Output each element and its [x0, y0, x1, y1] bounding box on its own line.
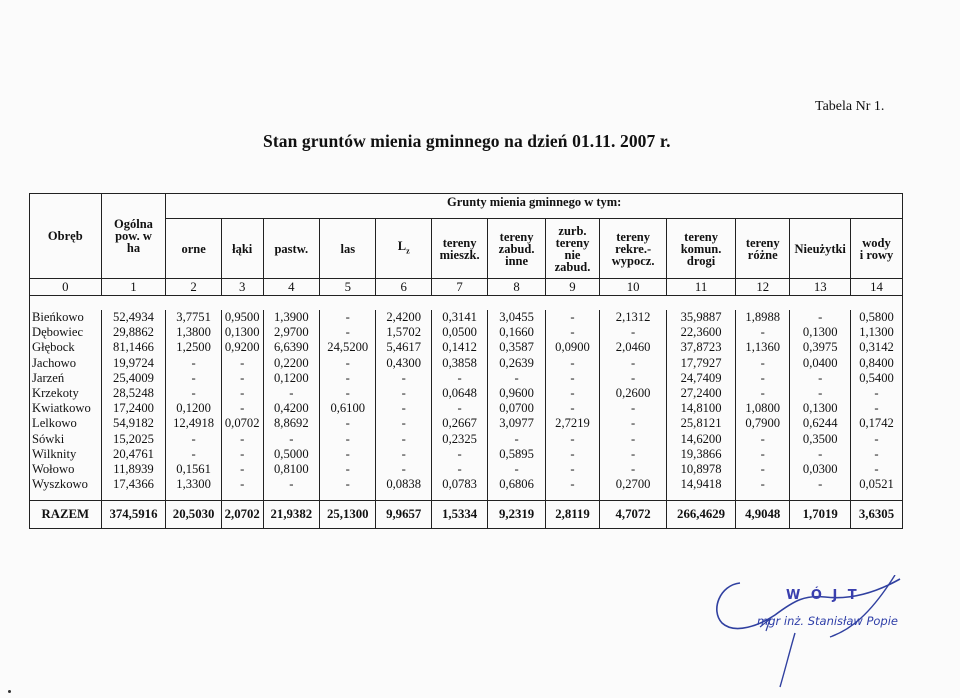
row-name: Lelkowo	[32, 416, 77, 431]
cell-value: -	[263, 432, 319, 447]
cell-value: 3,0455	[488, 310, 545, 325]
column-number: 4	[263, 279, 319, 296]
cell-value: -	[431, 371, 487, 386]
cell-value: 2,7219	[545, 416, 599, 431]
cell-value: 28,5248	[101, 386, 166, 401]
header-col-6: $L_z$	[376, 219, 431, 279]
cell-value: 0,5895	[488, 447, 545, 462]
cell-value: 10,8978	[667, 462, 736, 477]
cell-value: 11,8939	[101, 462, 166, 477]
cell-value: 81,1466	[101, 340, 166, 355]
row-name: Wilknity	[32, 446, 77, 461]
row-name: Jarzeń	[32, 370, 65, 385]
header-col-7: tereny mieszk.	[431, 219, 487, 279]
table-row	[30, 477, 902, 492]
cell-value: -	[221, 401, 263, 416]
cell-value: 25,4009	[101, 371, 166, 386]
total-value: 374,5916	[101, 501, 166, 529]
cell-value: -	[600, 356, 667, 371]
stamp-wojt: W Ó J T	[786, 588, 860, 603]
cell-value: -	[221, 477, 263, 492]
table-number-label: Tabela Nr 1.	[815, 99, 885, 114]
header-col-2: orne	[166, 219, 221, 279]
cell-value: -	[851, 401, 902, 416]
cell-value: -	[600, 447, 667, 462]
cell-value: 0,3141	[431, 310, 487, 325]
column-number: 9	[545, 279, 599, 296]
cell-value: 14,6200	[667, 432, 736, 447]
row-name: Wyszkowo	[32, 477, 88, 492]
cell-value: -	[166, 371, 221, 386]
cell-value: -	[376, 386, 431, 401]
table-row	[30, 356, 902, 371]
cell-value: 0,3858	[431, 356, 487, 371]
header-col-5: las	[320, 219, 376, 279]
cell-value: 20,4761	[101, 447, 166, 462]
cell-value: 1,2500	[166, 340, 221, 355]
column-number: 5	[320, 279, 376, 296]
cell-value: -	[320, 386, 376, 401]
cell-value: 0,8400	[851, 356, 902, 371]
header-col-11: tereny komun. drogi	[667, 219, 736, 279]
column-number: 12	[736, 279, 790, 296]
column-number: 1	[101, 279, 166, 296]
cell-value: 2,4200	[376, 310, 431, 325]
total-value: 3,6305	[851, 501, 902, 529]
cell-value: 12,4918	[166, 416, 221, 431]
cell-value: -	[736, 462, 790, 477]
cell-value: 0,1660	[488, 325, 545, 340]
total-value: 1,5334	[431, 501, 487, 529]
cell-value: 52,4934	[101, 310, 166, 325]
cell-value: -	[166, 447, 221, 462]
cell-value: -	[320, 462, 376, 477]
cell-value: 27,2400	[667, 386, 736, 401]
cell-value: 5,4617	[376, 340, 431, 355]
header-col-4: pastw.	[263, 219, 319, 279]
total-row	[30, 501, 902, 529]
total-value: 20,5030	[166, 501, 221, 529]
column-number: 2	[166, 279, 221, 296]
cell-value: 2,0460	[600, 340, 667, 355]
cell-value: -	[320, 356, 376, 371]
cell-value: 0,1742	[851, 416, 902, 431]
cell-value: -	[600, 401, 667, 416]
cell-value: -	[320, 477, 376, 492]
cell-value: 0,1200	[166, 401, 221, 416]
header-col-13: Nieużytki	[790, 219, 851, 279]
scan-dot	[8, 690, 11, 693]
cell-value: 19,3866	[667, 447, 736, 462]
cell-value: 0,1200	[263, 371, 319, 386]
cell-value: 0,8100	[263, 462, 319, 477]
page-title: Stan gruntów mienia gminnego na dzień 01.11. 2007 r.	[263, 131, 671, 151]
cell-value: -	[545, 447, 599, 462]
cell-value: -	[376, 432, 431, 447]
cell-value: 35,9887	[667, 310, 736, 325]
cell-value: 19,9724	[101, 356, 166, 371]
cell-value: 17,7927	[667, 356, 736, 371]
cell-value: 0,0702	[221, 416, 263, 431]
cell-value: -	[431, 447, 487, 462]
cell-value: -	[376, 416, 431, 431]
cell-value: -	[851, 432, 902, 447]
cell-value: -	[736, 447, 790, 462]
cell-value: 2,1312	[600, 310, 667, 325]
header-obreb: Obręb	[47, 229, 83, 243]
cell-value: -	[545, 401, 599, 416]
cell-value: 0,6100	[320, 401, 376, 416]
cell-value: 24,7409	[667, 371, 736, 386]
cell-value: -	[545, 356, 599, 371]
cell-value: -	[221, 447, 263, 462]
land-table	[29, 193, 903, 529]
cell-value: 17,2400	[101, 401, 166, 416]
cell-value: 0,6244	[790, 416, 851, 431]
row-name: Krzekoty	[32, 386, 79, 401]
cell-value: -	[600, 462, 667, 477]
cell-value: -	[851, 462, 902, 477]
cell-value: -	[545, 462, 599, 477]
cell-value: -	[790, 386, 851, 401]
column-number: 8	[488, 279, 545, 296]
cell-value: -	[263, 386, 319, 401]
cell-value: 8,8692	[263, 416, 319, 431]
column-number: 0	[30, 279, 101, 296]
cell-value: 2,9700	[263, 325, 319, 340]
cell-value: 0,7900	[736, 416, 790, 431]
cell-value: -	[600, 432, 667, 447]
cell-value: -	[736, 325, 790, 340]
cell-value: 1,3300	[166, 477, 221, 492]
column-number: 7	[431, 279, 487, 296]
cell-value: -	[320, 310, 376, 325]
cell-value: -	[545, 477, 599, 492]
cell-value: 0,3142	[851, 340, 902, 355]
cell-value: -	[488, 462, 545, 477]
cell-value: -	[320, 325, 376, 340]
cell-value: 0,1300	[221, 325, 263, 340]
cell-value: -	[790, 447, 851, 462]
cell-value: -	[320, 432, 376, 447]
cell-value: -	[545, 432, 599, 447]
cell-value: 0,0500	[431, 325, 487, 340]
cell-value: -	[851, 447, 902, 462]
cell-value: 0,3500	[790, 432, 851, 447]
header-col-12: tereny różne	[736, 219, 790, 279]
cell-value: -	[221, 371, 263, 386]
column-number: 14	[851, 279, 902, 296]
cell-value: 0,0521	[851, 477, 902, 492]
row-name: Sówki	[32, 431, 65, 446]
table-row	[30, 447, 902, 462]
total-value: 2,0702	[221, 501, 263, 529]
header-ogolna: Ogólna pow. w ha	[101, 194, 166, 279]
cell-value: -	[851, 386, 902, 401]
cell-value: -	[488, 371, 545, 386]
cell-value: -	[545, 371, 599, 386]
cell-value: 0,3587	[488, 340, 545, 355]
total-label: RAZEM	[30, 501, 101, 529]
total-value: 266,4629	[667, 501, 736, 529]
cell-value: -	[545, 386, 599, 401]
total-value: 9,9657	[376, 501, 431, 529]
header-col-8: tereny zabud. inne	[488, 219, 545, 279]
cell-value: -	[736, 432, 790, 447]
row-name: Głębock	[32, 340, 75, 355]
table-row	[30, 401, 902, 416]
cell-value: -	[221, 386, 263, 401]
cell-value: 0,0700	[488, 401, 545, 416]
header-group: Grunty mienia gminnego w tym:	[166, 194, 902, 219]
cell-value: 0,5000	[263, 447, 319, 462]
total-value: 21,9382	[263, 501, 319, 529]
column-number: 13	[790, 279, 851, 296]
cell-value: -	[376, 401, 431, 416]
cell-value: 0,2200	[263, 356, 319, 371]
total-value: 4,9048	[736, 501, 790, 529]
table-row	[30, 462, 902, 477]
header-col-3: łąki	[221, 219, 263, 279]
cell-value: 0,1300	[790, 401, 851, 416]
cell-value: 3,0977	[488, 416, 545, 431]
cell-value: 0,2600	[600, 386, 667, 401]
cell-value: -	[790, 310, 851, 325]
cell-value: 29,8862	[101, 325, 166, 340]
cell-value: -	[545, 325, 599, 340]
cell-value: 6,6390	[263, 340, 319, 355]
cell-value: -	[488, 432, 545, 447]
cell-value: 0,0783	[431, 477, 487, 492]
row-name: Wołowo	[32, 462, 75, 477]
cell-value: 0,2667	[431, 416, 487, 431]
cell-value: 0,6806	[488, 477, 545, 492]
cell-value: 0,1412	[431, 340, 487, 355]
header-col-14: wody i rowy	[851, 219, 902, 279]
cell-value: 1,1360	[736, 340, 790, 355]
row-name: Bieńkowo	[32, 310, 84, 324]
cell-value: 0,0648	[431, 386, 487, 401]
table-row	[30, 340, 902, 355]
cell-value: 0,3975	[790, 340, 851, 355]
cell-value: -	[600, 325, 667, 340]
row-name: Kwiatkowo	[32, 401, 91, 416]
table-row	[30, 432, 902, 447]
cell-value: -	[431, 401, 487, 416]
cell-value: -	[600, 416, 667, 431]
cell-value: 1,0800	[736, 401, 790, 416]
table-row	[30, 416, 902, 431]
header-col-10: tereny rekre.- wypocz.	[600, 219, 667, 279]
cell-value: 0,2700	[600, 477, 667, 492]
cell-value: -	[221, 462, 263, 477]
cell-value: 0,0400	[790, 356, 851, 371]
cell-value: 1,3800	[166, 325, 221, 340]
cell-value: 0,9500	[221, 310, 263, 325]
total-value: 1,7019	[790, 501, 851, 529]
cell-value: -	[166, 386, 221, 401]
cell-value: 1,5702	[376, 325, 431, 340]
row-name: Jachowo	[32, 355, 77, 370]
cell-value: -	[320, 447, 376, 462]
cell-value: -	[790, 477, 851, 492]
cell-value: -	[431, 462, 487, 477]
cell-value: 14,9418	[667, 477, 736, 492]
cell-value: 24,5200	[320, 340, 376, 355]
cell-value: -	[736, 477, 790, 492]
total-value: 2,8119	[545, 501, 599, 529]
cell-value: -	[376, 447, 431, 462]
cell-value: -	[736, 371, 790, 386]
cell-value: -	[320, 416, 376, 431]
cell-value: 0,0900	[545, 340, 599, 355]
table-row	[30, 310, 902, 325]
cell-value: 54,9182	[101, 416, 166, 431]
cell-value: 0,5800	[851, 310, 902, 325]
cell-value: 0,2325	[431, 432, 487, 447]
cell-value: 1,3900	[263, 310, 319, 325]
cell-value: 25,8121	[667, 416, 736, 431]
cell-value: -	[545, 310, 599, 325]
column-number: 3	[221, 279, 263, 296]
cell-value: -	[221, 356, 263, 371]
cell-value: 37,8723	[667, 340, 736, 355]
cell-value: -	[166, 432, 221, 447]
cell-value: -	[600, 371, 667, 386]
cell-value: -	[263, 477, 319, 492]
signature-name: mgr inż. Stanisław Popie	[757, 614, 898, 628]
cell-value: 22,3600	[667, 325, 736, 340]
table-row	[30, 325, 902, 340]
column-number: 11	[667, 279, 736, 296]
cell-value: 14,8100	[667, 401, 736, 416]
cell-value: 0,9600	[488, 386, 545, 401]
total-value: 9,2319	[488, 501, 545, 529]
cell-value: 0,1300	[790, 325, 851, 340]
cell-value: -	[790, 371, 851, 386]
total-value: 25,1300	[320, 501, 376, 529]
column-number: 6	[376, 279, 431, 296]
cell-value: -	[320, 371, 376, 386]
cell-value: 0,4200	[263, 401, 319, 416]
cell-value: -	[736, 386, 790, 401]
cell-value: 15,2025	[101, 432, 166, 447]
cell-value: 0,9200	[221, 340, 263, 355]
cell-value: 0,0300	[790, 462, 851, 477]
header-col-9: zurb. tereny nie zabud.	[545, 219, 599, 279]
cell-value: 0,5400	[851, 371, 902, 386]
column-number: 10	[600, 279, 667, 296]
cell-value: 0,4300	[376, 356, 431, 371]
cell-value: 0,0838	[376, 477, 431, 492]
cell-value: -	[376, 462, 431, 477]
cell-value: 1,8988	[736, 310, 790, 325]
row-name: Dębowiec	[32, 325, 84, 340]
cell-value: -	[221, 432, 263, 447]
cell-value: 3,7751	[166, 310, 221, 325]
table-row	[30, 371, 902, 386]
cell-value: -	[166, 356, 221, 371]
cell-value: 0,2639	[488, 356, 545, 371]
total-value: 4,7072	[600, 501, 667, 529]
cell-value: 1,1300	[851, 325, 902, 340]
cell-value: -	[376, 371, 431, 386]
cell-value: 17,4366	[101, 477, 166, 492]
cell-value: 0,1561	[166, 462, 221, 477]
table-row	[30, 386, 902, 401]
cell-value: -	[736, 356, 790, 371]
